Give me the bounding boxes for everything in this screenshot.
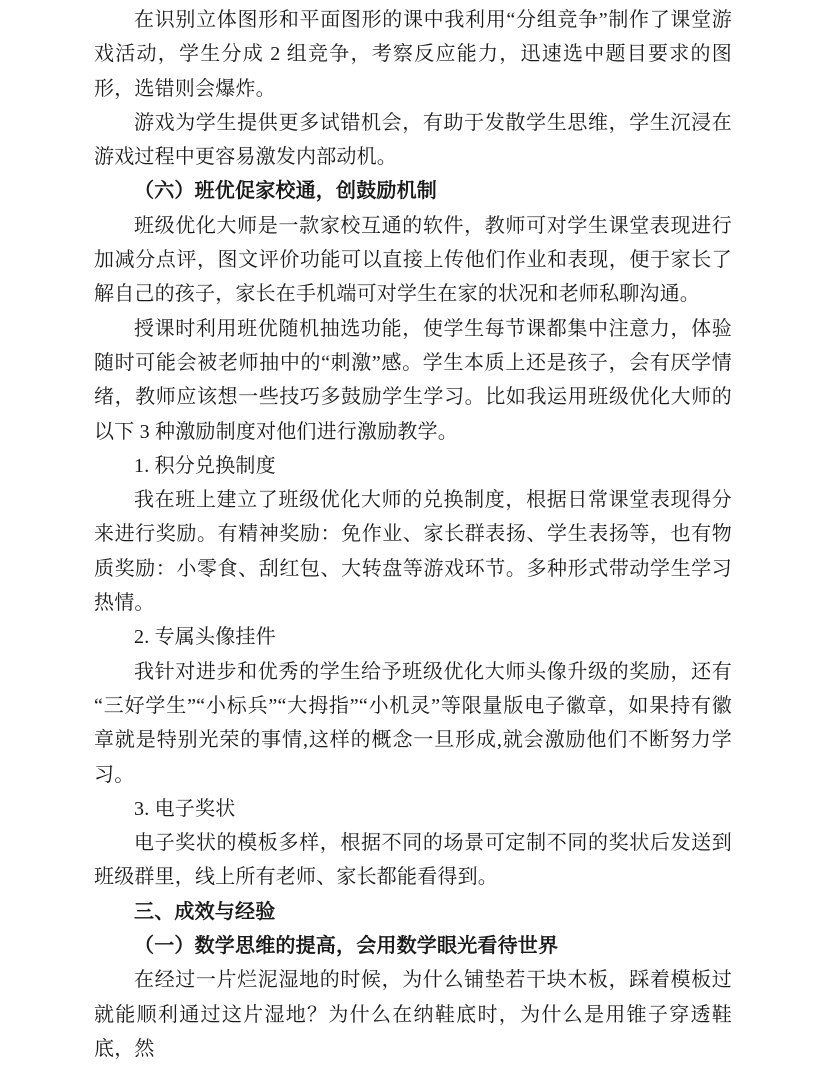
- document-text-area: [94, 3, 732, 1066]
- section-heading-six: （六）班优促家校通，创鼓励机制: [134, 180, 437, 203]
- paragraph-points-rewards: 我在班上建立了班级优化大师的兑换制度，根据日常课堂表现得分来进行奖励。有精神奖励：免作业、家长群表扬、学生表扬等，也有物质奖励：小零食、刮红包、大转盘等游戏环节。多种形式带动学生学习热情。: [94, 489, 732, 615]
- paragraph-banyou-intro: 班级优化大师是一款家校互通的软件，教师可对学生课堂表现进行加减分点评，图文评价功能可以直接上传他们作业和表现，便于家长了解自己的孩子，家长在手机端可对学生在家的状况和老师私聊沟通。: [94, 214, 732, 306]
- subheading-e-certificate: 3. 电子奖状: [134, 797, 236, 820]
- paragraph-game-benefit: 游戏为学生提供更多试错机会，有助于发散学生思维，学生沉浸在游戏过程中更容易激发内部动机。: [94, 111, 732, 169]
- section-heading-one: （一）数学思维的提高，会用数学眼光看待世界: [134, 935, 559, 958]
- paragraph-certificate-share: 电子奖状的模板多样，根据不同的场景可定制不同的奖状后发送到班级群里，线上所有老师、家长都能看得到。: [94, 832, 732, 889]
- paragraph-group-game: 在识别立体图形和平面图形的课中我利用“分组竞争”制作了课堂游戏活动，学生分成 2 组竞争，考察反应能力，迅速选中题目要求的图形，选错则会爆炸。: [94, 9, 732, 100]
- paragraph-math-thinking: 在经过一片烂泥湿地的时候，为什么铺垫若干块木板，踩着模板过就能顺利通过这片湿地？为什么在纳鞋底时，为什么是用锥子穿透鞋底，然: [94, 969, 732, 1060]
- subheading-points-exchange: 1. 积分兑换制度: [134, 454, 276, 477]
- chapter-heading-results: 三、成效与经验: [134, 900, 276, 923]
- paragraph-avatar-badges: 我针对进步和优秀的学生给予班级优化大师头像升级的奖励，还有“三好学生”“小标兵”“大拇指”“小机灵”等限量版电子徽章，如果持有徽章就是特别光荣的事情,这样的概念一旦形成,就会激励他们不断努力学习。: [94, 660, 732, 786]
- paragraph-random-pick: 授课时利用班优随机抽选功能，使学生每节课都集中注意力，体验随时可能会被老师抽中的“刺激”感。学生本质上还是孩子，会有厌学情绪，教师应该想一些技巧多鼓励学生学习。比如我运用班级优化大师的以下 3 种激励制度对他们进行激励教学。: [94, 317, 732, 443]
- subheading-avatar-pendant: 2. 专属头像挂件: [134, 626, 276, 649]
